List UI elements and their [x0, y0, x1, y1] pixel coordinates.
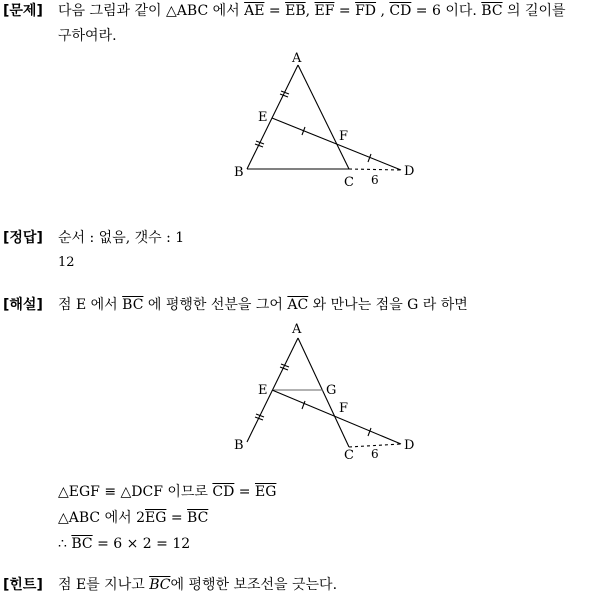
side-ac: [298, 338, 349, 447]
equals: =: [264, 3, 286, 19]
solution-intro-post: 와 만나는 점을 G 라 하면: [308, 297, 468, 313]
segment-bc: $\overline{BC}$: [481, 3, 503, 19]
step1-pre: △EGF ≡ △DCF 이므로: [58, 484, 213, 500]
answer-value: 12: [58, 255, 75, 270]
segment-bc: $\overline{BC}$: [71, 536, 93, 552]
segment-bc: $\overline{BC}$: [149, 577, 171, 593]
segment-ae: $\overline{AE}$: [244, 3, 265, 19]
segment-eb: $\overline{EB}$: [285, 3, 306, 19]
hint-post: 에 평행한 보조선을 긋는다.: [170, 577, 338, 593]
length-label-6: 6: [371, 447, 379, 461]
separator: ,: [305, 3, 315, 19]
problem-text-pre: 다음 그림과 같이 △ABC 에서: [58, 3, 245, 19]
segment-bc: $\overline{BC}$: [187, 510, 209, 526]
segment-bc: $\overline{BC}$: [122, 297, 144, 313]
side-ac: [298, 65, 349, 169]
vertex-label-a: A: [292, 51, 302, 66]
vertex-label-a: A: [292, 322, 302, 337]
vertex-label-c: C: [344, 175, 354, 188]
step2-pre: △ABC 에서 2: [58, 510, 145, 526]
side-ab: [247, 65, 298, 169]
vertex-label-b: B: [234, 438, 244, 453]
vertex-label-f: F: [339, 129, 349, 144]
given-value: = 6 이다.: [411, 3, 482, 19]
problem-text-post: 의 길이를: [502, 3, 566, 19]
step3-result: = 6 × 2 = 12: [92, 536, 191, 552]
vertex-label-d: D: [404, 164, 415, 179]
vertex-label-f: F: [339, 401, 349, 416]
solution-step1: [58, 483, 276, 501]
vertex-label-g: G: [326, 383, 337, 398]
problem-text-line2: 구하여라.: [58, 28, 117, 44]
problem-label: [문제]: [3, 3, 43, 19]
segment-eg: $\overline{EG}$: [145, 510, 167, 526]
separator: ,: [376, 3, 390, 19]
solution-intro-mid: 에 평행한 선분을 그어: [143, 297, 288, 313]
vertex-label-d: D: [404, 438, 415, 453]
vertex-label-b: B: [234, 165, 244, 180]
vertex-label-e: E: [258, 110, 268, 125]
solution-step2: [58, 509, 208, 527]
segment-ef: $\overline{EF}$: [314, 3, 335, 19]
equals: =: [334, 3, 356, 19]
solution-step3: [58, 535, 190, 553]
hint-label: [힌트]: [3, 577, 43, 593]
segment-cd-dashed: [349, 169, 401, 170]
hint-pre: 점 E를 지나고: [58, 577, 150, 593]
tick-mark: [368, 428, 371, 436]
segment-fd: $\overline{FD}$: [355, 3, 377, 19]
segment-eg: $\overline{EG}$: [254, 484, 277, 500]
equals: =: [166, 510, 188, 526]
hint-text: [58, 576, 337, 594]
solution-figure: [225, 320, 425, 465]
vertex-label-e: E: [258, 383, 268, 398]
length-label-6: 6: [371, 173, 379, 187]
solution-intro: [58, 296, 468, 314]
segment-ac: $\overline{AC}$: [287, 297, 309, 313]
vertex-label-c: C: [344, 448, 354, 463]
answer-meta: 순서 : 없음, 갯수 : 1: [58, 230, 185, 246]
segment-ed: [272, 390, 401, 444]
equals: =: [234, 484, 255, 500]
segment-cd: $\overline{CD}$: [389, 3, 412, 19]
problem-figure: [225, 48, 425, 188]
segment-cd: $\overline{CD}$: [212, 484, 235, 500]
problem-text-line1: [58, 2, 566, 20]
solution-intro-pre: 점 E 에서: [58, 297, 123, 313]
answer-label: [정답]: [3, 230, 43, 246]
therefore-symbol: ∴: [58, 536, 72, 552]
segment-ed: [272, 118, 401, 170]
solution-label: [해설]: [3, 297, 43, 313]
